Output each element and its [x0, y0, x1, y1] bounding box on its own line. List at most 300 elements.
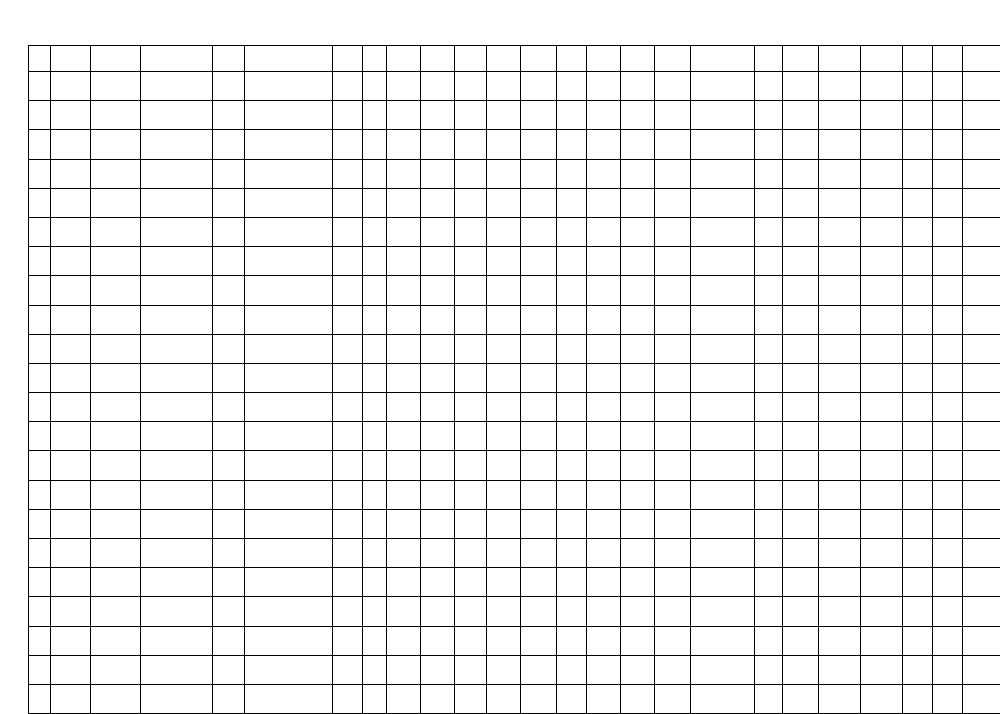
table-cell [903, 217, 933, 246]
table-cell [455, 451, 487, 480]
table-cell [933, 217, 963, 246]
table-cell [691, 101, 755, 130]
table-cell [141, 334, 213, 363]
table-cell [933, 684, 963, 713]
table-cell [861, 217, 903, 246]
table-cell [621, 334, 655, 363]
table-cell [861, 655, 903, 684]
table-cell [933, 363, 963, 392]
table-cell [861, 451, 903, 480]
table-cell [963, 684, 1000, 713]
table-cell [903, 626, 933, 655]
table-cell [91, 159, 141, 188]
header-cell [333, 46, 363, 72]
table-cell [521, 305, 557, 334]
header-cell [245, 46, 333, 72]
table-cell [783, 539, 819, 568]
table-cell [387, 188, 421, 217]
table-cell [487, 597, 521, 626]
table-cell [819, 217, 861, 246]
table-cell [29, 451, 51, 480]
table-cell [755, 363, 783, 392]
table-cell [141, 393, 213, 422]
table-cell [655, 422, 691, 451]
table-cell [333, 363, 363, 392]
table-cell [903, 159, 933, 188]
table-cell [245, 451, 333, 480]
table-cell [91, 247, 141, 276]
table-cell [861, 539, 903, 568]
table-cell [557, 597, 587, 626]
table-cell [587, 72, 621, 101]
table-cell [903, 276, 933, 305]
table-cell [755, 247, 783, 276]
table-cell [621, 363, 655, 392]
table-cell [587, 217, 621, 246]
table-cell [363, 276, 387, 305]
table-cell [557, 305, 587, 334]
table-cell [933, 480, 963, 509]
table-cell [521, 130, 557, 159]
table-cell [487, 130, 521, 159]
table-cell [933, 305, 963, 334]
table-cell [51, 217, 91, 246]
table-cell [387, 159, 421, 188]
table-cell [819, 363, 861, 392]
table-cell [421, 305, 455, 334]
table-cell [755, 276, 783, 305]
table-cell [587, 655, 621, 684]
table-cell [245, 684, 333, 713]
table-cell [521, 393, 557, 422]
table-cell [333, 188, 363, 217]
table-cell [333, 451, 363, 480]
table-cell [455, 655, 487, 684]
table-cell [521, 101, 557, 130]
table-cell [861, 568, 903, 597]
table-row [29, 188, 1000, 217]
table-cell [245, 130, 333, 159]
table-cell [213, 276, 245, 305]
table-cell [29, 305, 51, 334]
table-cell [387, 451, 421, 480]
table-cell [819, 451, 861, 480]
table-cell [421, 626, 455, 655]
table-cell [29, 568, 51, 597]
table-cell [933, 334, 963, 363]
table-cell [755, 684, 783, 713]
table-cell [903, 305, 933, 334]
table-cell [691, 684, 755, 713]
table-cell [213, 188, 245, 217]
header-cell [141, 46, 213, 72]
table-cell [655, 188, 691, 217]
table-cell [363, 597, 387, 626]
header-cell [755, 46, 783, 72]
table-cell [783, 480, 819, 509]
table-cell [455, 188, 487, 217]
table-cell [557, 422, 587, 451]
table-cell [521, 684, 557, 713]
table-cell [455, 101, 487, 130]
table-cell [213, 626, 245, 655]
table-cell [557, 509, 587, 538]
header-cell [783, 46, 819, 72]
asset-register-sheet [28, 45, 974, 645]
table-cell [387, 684, 421, 713]
table-cell [455, 247, 487, 276]
table-cell [819, 130, 861, 159]
table-cell [29, 130, 51, 159]
table-cell [933, 597, 963, 626]
table-cell [141, 480, 213, 509]
table-row [29, 334, 1000, 363]
table-cell [487, 568, 521, 597]
table-cell [421, 597, 455, 626]
table-cell [29, 393, 51, 422]
table-cell [621, 247, 655, 276]
table-cell [587, 626, 621, 655]
table-cell [933, 568, 963, 597]
table-cell [655, 451, 691, 480]
table-cell [557, 101, 587, 130]
table-cell [141, 130, 213, 159]
table-cell [363, 539, 387, 568]
table-cell [933, 422, 963, 451]
table-cell [213, 655, 245, 684]
table-cell [621, 101, 655, 130]
table-cell [487, 188, 521, 217]
table-cell [861, 393, 903, 422]
table-cell [819, 568, 861, 597]
table-cell [141, 684, 213, 713]
table-cell [387, 509, 421, 538]
table-cell [783, 597, 819, 626]
table-cell [521, 422, 557, 451]
table-cell [363, 72, 387, 101]
table-cell [245, 655, 333, 684]
table-cell [29, 101, 51, 130]
table-cell [333, 217, 363, 246]
table-cell [557, 276, 587, 305]
table-cell [521, 655, 557, 684]
table-cell [557, 626, 587, 655]
table-cell [587, 509, 621, 538]
table-cell [621, 509, 655, 538]
table-cell [245, 393, 333, 422]
table-cell [587, 393, 621, 422]
table-cell [387, 393, 421, 422]
table-cell [861, 276, 903, 305]
table-cell [141, 509, 213, 538]
table-cell [521, 509, 557, 538]
table-cell [755, 655, 783, 684]
table-cell [963, 276, 1000, 305]
table-cell [487, 305, 521, 334]
table-cell [783, 217, 819, 246]
table-cell [557, 188, 587, 217]
table-cell [51, 130, 91, 159]
table-cell [213, 334, 245, 363]
table-cell [333, 480, 363, 509]
table-cell [141, 451, 213, 480]
table-cell [861, 130, 903, 159]
table-cell [213, 363, 245, 392]
header-cell [521, 46, 557, 72]
table-cell [587, 684, 621, 713]
table-cell [387, 130, 421, 159]
table-cell [487, 626, 521, 655]
table-cell [587, 188, 621, 217]
table-cell [91, 101, 141, 130]
table-cell [655, 217, 691, 246]
table-cell [387, 247, 421, 276]
table-cell [861, 626, 903, 655]
table-cell [861, 363, 903, 392]
table-cell [487, 480, 521, 509]
table-cell [245, 72, 333, 101]
table-cell [245, 305, 333, 334]
table-cell [655, 626, 691, 655]
table-cell [819, 247, 861, 276]
table-cell [141, 101, 213, 130]
table-cell [521, 276, 557, 305]
table-cell [903, 363, 933, 392]
table-cell [455, 217, 487, 246]
table-cell [421, 684, 455, 713]
table-cell [363, 305, 387, 334]
table-cell [245, 217, 333, 246]
table-cell [963, 597, 1000, 626]
table-row [29, 480, 1000, 509]
table-cell [621, 539, 655, 568]
table-row [29, 568, 1000, 597]
table-cell [245, 101, 333, 130]
table-cell [655, 655, 691, 684]
table-cell [213, 393, 245, 422]
table-cell [621, 188, 655, 217]
table-cell [455, 480, 487, 509]
table-cell [903, 72, 933, 101]
table-cell [363, 684, 387, 713]
table-cell [691, 217, 755, 246]
table-cell [51, 101, 91, 130]
table-cell [29, 334, 51, 363]
table-cell [755, 101, 783, 130]
table-cell [933, 509, 963, 538]
table-cell [819, 334, 861, 363]
table-cell [933, 130, 963, 159]
table-cell [51, 363, 91, 392]
table-cell [783, 276, 819, 305]
table-cell [783, 101, 819, 130]
table-row [29, 451, 1000, 480]
table-cell [655, 72, 691, 101]
table-cell [333, 684, 363, 713]
table-cell [691, 334, 755, 363]
table-cell [783, 247, 819, 276]
table-cell [91, 217, 141, 246]
table-cell [621, 393, 655, 422]
table-cell [933, 247, 963, 276]
table-cell [587, 159, 621, 188]
header-cell [421, 46, 455, 72]
table-cell [521, 72, 557, 101]
table-cell [91, 509, 141, 538]
table-cell [213, 451, 245, 480]
table-cell [421, 130, 455, 159]
table-cell [487, 101, 521, 130]
table-cell [861, 509, 903, 538]
table-cell [557, 247, 587, 276]
table-cell [655, 276, 691, 305]
table-row [29, 422, 1000, 451]
table-cell [333, 539, 363, 568]
table-cell [213, 480, 245, 509]
table-cell [51, 509, 91, 538]
table-cell [213, 539, 245, 568]
table-cell [861, 480, 903, 509]
table-cell [819, 509, 861, 538]
table-cell [783, 72, 819, 101]
table-cell [51, 597, 91, 626]
table-cell [819, 393, 861, 422]
table-cell [387, 276, 421, 305]
table-cell [691, 655, 755, 684]
header-cell [91, 46, 141, 72]
table-cell [521, 451, 557, 480]
table-cell [755, 451, 783, 480]
table-cell [213, 597, 245, 626]
table-cell [691, 188, 755, 217]
table-cell [51, 539, 91, 568]
table-cell [91, 334, 141, 363]
table-cell [421, 334, 455, 363]
table-cell [91, 363, 141, 392]
table-cell [51, 393, 91, 422]
table-cell [387, 480, 421, 509]
table-cell [421, 159, 455, 188]
table-cell [861, 188, 903, 217]
table-cell [819, 480, 861, 509]
table-cell [755, 480, 783, 509]
table-cell [51, 480, 91, 509]
table-cell [333, 334, 363, 363]
table-cell [557, 334, 587, 363]
table-cell [963, 217, 1000, 246]
table-cell [333, 159, 363, 188]
table-cell [963, 363, 1000, 392]
table-cell [933, 72, 963, 101]
header-cell [213, 46, 245, 72]
table-cell [363, 101, 387, 130]
table-cell [963, 247, 1000, 276]
table-cell [621, 480, 655, 509]
table-cell [487, 334, 521, 363]
table-cell [141, 626, 213, 655]
table-cell [861, 159, 903, 188]
table-cell [783, 363, 819, 392]
table-cell [557, 363, 587, 392]
header-cell [587, 46, 621, 72]
table-cell [363, 247, 387, 276]
table-cell [51, 334, 91, 363]
table-cell [333, 655, 363, 684]
table-cell [213, 305, 245, 334]
table-cell [521, 363, 557, 392]
table-cell [783, 334, 819, 363]
table-cell [51, 451, 91, 480]
table-cell [91, 684, 141, 713]
table-row [29, 217, 1000, 246]
table-cell [141, 276, 213, 305]
table-row [29, 130, 1000, 159]
table-cell [587, 597, 621, 626]
table-cell [455, 363, 487, 392]
table-cell [245, 509, 333, 538]
table-cell [755, 72, 783, 101]
table-cell [29, 480, 51, 509]
table-cell [903, 597, 933, 626]
table-cell [903, 130, 933, 159]
table-cell [933, 626, 963, 655]
table-row [29, 363, 1000, 392]
table-cell [521, 334, 557, 363]
table-cell [587, 451, 621, 480]
table-cell [755, 626, 783, 655]
header-cell [963, 46, 1000, 72]
table-cell [421, 247, 455, 276]
table-cell [903, 684, 933, 713]
table-cell [963, 480, 1000, 509]
table-cell [387, 217, 421, 246]
table-row [29, 393, 1000, 422]
table-cell [819, 188, 861, 217]
table-cell [421, 363, 455, 392]
header-cell [819, 46, 861, 72]
table-cell [621, 684, 655, 713]
table-cell [333, 422, 363, 451]
table-cell [51, 159, 91, 188]
table-cell [963, 422, 1000, 451]
table-cell [487, 72, 521, 101]
table-cell [963, 334, 1000, 363]
table-cell [29, 72, 51, 101]
table-cell [91, 655, 141, 684]
table-cell [963, 539, 1000, 568]
table-cell [655, 393, 691, 422]
table-cell [333, 597, 363, 626]
table-cell [387, 334, 421, 363]
table-cell [655, 130, 691, 159]
table-cell [363, 393, 387, 422]
table-cell [91, 597, 141, 626]
table-cell [141, 159, 213, 188]
table-cell [903, 655, 933, 684]
table-cell [245, 568, 333, 597]
table-cell [783, 188, 819, 217]
table-cell [557, 480, 587, 509]
table-cell [387, 568, 421, 597]
table-cell [51, 626, 91, 655]
table-cell [933, 393, 963, 422]
table-row [29, 626, 1000, 655]
table-cell [213, 422, 245, 451]
table-cell [691, 393, 755, 422]
table-cell [755, 130, 783, 159]
table-cell [521, 217, 557, 246]
table-cell [455, 130, 487, 159]
